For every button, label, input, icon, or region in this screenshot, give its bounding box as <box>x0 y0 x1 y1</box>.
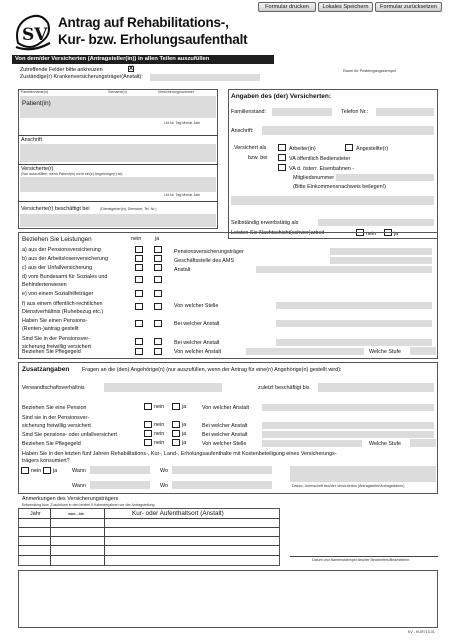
benefit-yes-checkbox[interactable] <box>154 290 162 297</box>
insured-info-heading: Angaben des (der) Versicherten: <box>231 93 332 100</box>
divider <box>18 527 280 528</box>
form-title-line1: Antrag auf Rehabilitations-, <box>58 15 229 30</box>
signature-line <box>290 556 438 557</box>
insured-label: Versicherte(r) <box>21 166 54 172</box>
bzw-bei-label: bzw. bei <box>248 155 268 161</box>
member-number-field[interactable] <box>336 174 434 181</box>
form-title-line2: Kur- bzw. Erholungsaufenthalt <box>58 32 248 47</box>
applicant-signature-field[interactable] <box>290 466 436 482</box>
save-button[interactable]: Lokales Speichern <box>318 2 373 12</box>
extra-row-label: Sind Sie pensions- oder unfallversichert <box>22 432 117 438</box>
benefit-yes-checkbox[interactable] <box>154 303 162 310</box>
right-address-label: Anschrift: <box>231 128 254 134</box>
extra-yes-label: ja <box>182 440 187 446</box>
extra-yes-checkbox[interactable] <box>172 403 180 410</box>
form-code: KV - KUR713.01 <box>408 630 435 634</box>
extra-care-level-field[interactable] <box>410 439 436 447</box>
extra-no-checkbox[interactable] <box>144 403 152 410</box>
night-work-no-label: nein <box>366 231 377 237</box>
address-label: Anschrift <box>21 137 42 143</box>
carrier-label: Zuständige(r) Krankenversicherungsträger(Anstalt): <box>20 74 143 80</box>
employee-checkbox[interactable] <box>345 144 353 151</box>
insured-as-label: Versichert als <box>234 145 267 151</box>
benefit-item: a) aus der Pensionsversicherung <box>22 247 101 253</box>
benefit-item: Behindertenwesen <box>22 282 67 288</box>
benefit-item: Haben Sie einen Pensions- <box>22 318 88 324</box>
benefit-item: sicherung freiwillig versichert <box>22 344 91 350</box>
benefit-yes-checkbox[interactable] <box>154 255 162 262</box>
dob-hint-1: Lfd.Nr. Tag Monat Jahr <box>164 121 201 125</box>
benefit-right-label: Geschäftsstelle des AMS <box>174 258 234 264</box>
care-level-label: Welche Stufe <box>369 349 401 355</box>
benefit-no-checkbox[interactable] <box>135 338 143 345</box>
benefit-yes-checkbox[interactable] <box>154 246 162 253</box>
benefit-right-field[interactable] <box>256 266 432 273</box>
col-place: Kur- oder Aufenthaltsort (Anstalt) <box>132 510 224 517</box>
benefit-item: b) aus der Arbeitslosenversicherung <box>22 256 108 262</box>
extra-row-label: Beziehen Sie eine Pension <box>22 405 87 411</box>
benefit-right-field[interactable] <box>276 320 432 327</box>
col-insurance-number: Versicherungsnummer <box>158 90 194 94</box>
extra-row-label: sicherung freiwillig versichert <box>22 423 91 429</box>
divider <box>18 164 218 165</box>
extra-right-label: Von welcher Stelle <box>202 441 247 447</box>
benefit-no-checkbox[interactable] <box>135 348 143 355</box>
benefit-no-checkbox[interactable] <box>135 276 143 283</box>
extra-right-field[interactable] <box>262 404 434 411</box>
employer-sub: (Dienstgeber(in), Dienstort, Tel. Nr.) <box>100 207 157 211</box>
benefit-no-checkbox[interactable] <box>135 320 143 327</box>
where-field-2[interactable] <box>172 481 272 489</box>
benefit-yes-checkbox[interactable] <box>154 264 162 271</box>
marital-field[interactable] <box>272 108 332 116</box>
address-field[interactable] <box>20 144 216 162</box>
extra-no-checkbox[interactable] <box>144 430 152 437</box>
benefit-item: (Renten-)antrag gestellt <box>22 326 79 332</box>
benefits-no-header: nein <box>131 236 142 242</box>
benefits-yes-header: ja <box>155 236 160 242</box>
va-rail-checkbox[interactable] <box>278 164 286 171</box>
phone-label: Telefon Nr.: <box>341 109 369 115</box>
benefit-right-field[interactable] <box>246 348 364 355</box>
extra-row-label: Beziehen Sie Pflegegeld <box>22 441 81 447</box>
worker-checkbox[interactable] <box>278 144 286 151</box>
benefit-right-label: Anstalt <box>174 267 191 273</box>
col-first-name: Vorname(n) <box>108 90 127 94</box>
extra-no-label: nein <box>154 404 165 410</box>
extra-no-checkbox[interactable] <box>144 421 152 428</box>
when-label-1: Wann <box>72 468 86 474</box>
divider <box>18 555 280 556</box>
member-number-label: Mitgliedsnummer <box>293 175 335 181</box>
benefit-no-checkbox[interactable] <box>135 264 143 271</box>
past-yes-checkbox[interactable] <box>43 467 51 474</box>
divider <box>18 536 280 537</box>
income-note: (Bitte Einkommensnachweis beilegen!) <box>293 184 386 190</box>
past-question-2: trägers konsumiert? <box>22 458 70 464</box>
extra-right-label: Von welcher Anstalt <box>202 405 250 411</box>
applicant-signature-label: Datum, Unterschrift des/der Versicherten (Antragsteller/Antragstellerin) <box>292 484 405 488</box>
extra-yes-checkbox[interactable] <box>172 430 180 437</box>
benefit-right-label: Von welcher Stelle <box>174 303 219 309</box>
extra-right-field[interactable] <box>262 422 434 429</box>
carrier-notes-heading: Anmerkungen des Versicherungsträgers <box>22 496 119 502</box>
relation-field[interactable] <box>104 383 222 392</box>
where-label-2: Wo <box>160 483 168 489</box>
va-rail-label: VA d. österr. Eisenbahnen - <box>289 166 355 172</box>
benefit-item: Dienstverhältnis (Ruhebezug etc.) <box>22 309 104 315</box>
divider <box>104 508 105 566</box>
col-family-name: Familienname(n) <box>21 90 48 94</box>
extra-yes-label: ja <box>182 422 187 428</box>
extra-no-label: nein <box>154 431 165 437</box>
benefit-item: Sind Sie in der Pensionsver- <box>22 336 91 342</box>
extra-yes-label: ja <box>182 404 187 410</box>
benefit-right-label: Bei welcher Anstalt <box>174 340 220 346</box>
carrier-field[interactable] <box>150 74 260 81</box>
when-label-2: Wann <box>72 483 86 489</box>
benefit-no-checkbox[interactable] <box>135 303 143 310</box>
benefit-item: d) vom Bundesamt für Soziales und <box>22 274 108 280</box>
col-from-to: vom - bis <box>68 512 84 516</box>
employer-field[interactable] <box>20 214 216 227</box>
extra-yes-label: ja <box>182 431 187 437</box>
benefit-right-field[interactable] <box>330 248 432 255</box>
extra-right-label: Bei welcher Anstalt <box>202 423 248 429</box>
extra-right-field[interactable] <box>262 431 434 438</box>
benefit-right-field[interactable] <box>330 257 432 264</box>
benefit-no-checkbox[interactable] <box>135 246 143 253</box>
extra-no-label: nein <box>154 422 165 428</box>
extra-heading: Zusatzangaben <box>22 366 70 373</box>
past-question: Haben Sie in den letzten fünf Jahren Rehabilitations-, Kur-, Land-, Erholungsaufenthalte mit Kostenbeteiligung eines Versicherungs- <box>22 451 337 457</box>
worker-label: Arbeiter(in) <box>289 146 316 152</box>
check-hint: Zutreffende Felder bitte ankreuzen <box>20 67 103 73</box>
stamp-area-label: Raum für Posteingangsstempel <box>343 69 396 73</box>
dob-hint-2: Lfd.Nr. Tag Monat Jahr <box>164 193 201 197</box>
va-public-checkbox[interactable] <box>278 154 286 161</box>
night-work-yes-label: ja <box>394 231 399 237</box>
carrier-notes-sub: Entsendung bzw. Zuschüsse in den letzten 5 Kalenderjahren vor der Antragstellung <box>22 503 155 507</box>
benefit-item: f) aus einem öffentlich-rechtlichen <box>22 301 103 307</box>
benefit-right-label: Bei welcher Anstalt <box>174 321 220 327</box>
divider <box>18 545 280 546</box>
benefit-yes-checkbox[interactable] <box>154 348 162 355</box>
benefit-right-label: Pensionsversicherungsträger <box>174 249 244 255</box>
benefits-heading: Beziehen Sie Leistungen <box>22 236 92 243</box>
self-employed-label: Selbständig erwerbstätig als <box>231 220 299 226</box>
night-work-label: Leisten Sie Nachtschicht(schwer)arbeit <box>231 230 325 236</box>
benefit-right-label: Von welcher Anstalt <box>174 349 222 355</box>
notes-box[interactable] <box>18 570 438 628</box>
past-yes-label: ja <box>53 468 58 474</box>
when-field-1[interactable] <box>90 466 150 474</box>
extra-right-field[interactable] <box>262 440 362 447</box>
extra-row-label: Sind sie in der Pensionsver- <box>22 415 90 421</box>
benefit-item: c) aus der Unfallversicherung <box>22 265 93 271</box>
where-label-1: Wo <box>160 468 168 474</box>
benefit-yes-checkbox[interactable] <box>154 320 162 327</box>
va-public-label: VA öffentlich Bediensteter <box>289 156 351 162</box>
self-employed-field[interactable] <box>318 219 434 226</box>
employed-last-label: zuletzt beschäftigt bis <box>258 385 310 391</box>
when-field-2[interactable] <box>90 481 150 489</box>
right-address-field[interactable] <box>262 126 434 135</box>
divider <box>18 135 218 136</box>
employer-label: Versicherte(r) beschäftigt bei <box>21 206 90 212</box>
extra-right-label: Bei welcher Anstalt <box>202 432 248 438</box>
svg-text:SV: SV <box>22 25 48 45</box>
right-extra-field[interactable] <box>231 196 434 205</box>
insured-field[interactable] <box>20 177 216 192</box>
benefit-right-field[interactable] <box>276 302 432 309</box>
marital-label: Familienstand: <box>231 109 267 115</box>
past-no-checkbox[interactable] <box>21 467 29 474</box>
phone-field[interactable] <box>376 108 434 116</box>
benefit-item: Beziehen Sie Pflegegeld <box>22 349 81 355</box>
benefit-item: e) von einem Sozialhilfeträger <box>22 291 94 297</box>
insurance-logo-icon <box>12 13 52 51</box>
where-field-1[interactable] <box>172 466 272 474</box>
benefit-no-checkbox[interactable] <box>135 290 143 297</box>
benefit-yes-checkbox[interactable] <box>154 338 162 345</box>
print-button[interactable]: Formular drucken <box>258 2 316 12</box>
divider <box>18 518 280 519</box>
care-level-field[interactable] <box>410 347 436 355</box>
extra-no-label: nein <box>154 440 165 446</box>
extra-intro: Fragen an die (den) Angehörige(n) (nur auszufüllen, wenn der Antrag für eine(n) Angehörige(n) gestellt wird): <box>82 367 342 373</box>
employed-last-field[interactable] <box>318 383 434 392</box>
benefit-yes-checkbox[interactable] <box>154 276 162 283</box>
benefit-right-field[interactable] <box>276 339 432 346</box>
clerk-signature-label: Datum und Namensstempel des/der Bearbeiters/Bearbeiterin <box>312 558 410 562</box>
example-checkbox: X <box>129 66 134 72</box>
relation-label: Verwandtschaftsverhältnis <box>22 385 85 391</box>
insured-sub: (Nur auszufüllen, wenn Patient(in) nicht ein(e) Angehörige(r) ist) <box>21 172 123 176</box>
insured-section-band: Von dem/der Versicherten (Antragsteller(in)) in allen Teilen auszufüllen <box>12 55 274 64</box>
patient-label: Patient(in) <box>22 100 51 107</box>
extra-no-checkbox[interactable] <box>144 439 152 446</box>
divider <box>50 508 51 566</box>
extra-yes-checkbox[interactable] <box>172 421 180 428</box>
employee-label: Angestellte(r) <box>356 146 389 152</box>
benefit-no-checkbox[interactable] <box>135 255 143 262</box>
past-no-label: nein <box>31 468 42 474</box>
col-year: Jahr <box>30 511 41 517</box>
extra-care-level-label: Welche Stufe <box>369 441 401 447</box>
extra-yes-checkbox[interactable] <box>172 439 180 446</box>
reset-button[interactable]: Formular zurücksetzen <box>375 2 442 12</box>
divider <box>18 201 218 202</box>
